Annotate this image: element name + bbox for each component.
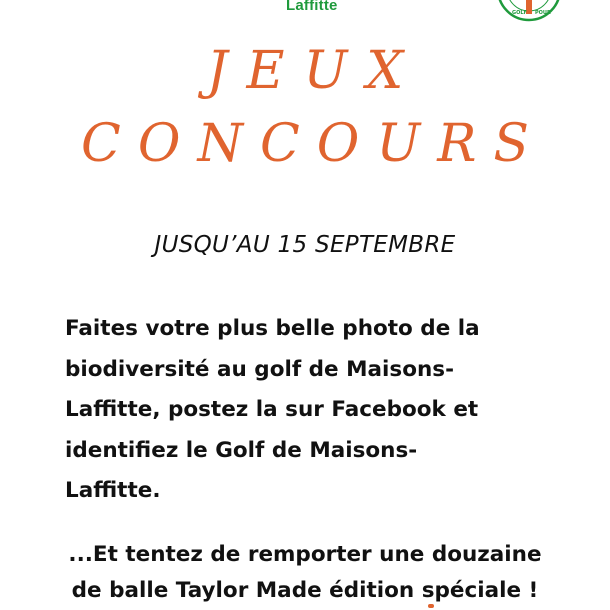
- instructions-line: Faites votre plus belle photo de la: [65, 316, 480, 341]
- deadline-date: JUSQU’AU 15 SEPTEMBRE: [154, 232, 456, 258]
- title-line-jeux: JEUX: [206, 41, 423, 101]
- instructions-line: Laffitte, postez la sur Facebook et: [65, 397, 479, 422]
- club-logo-text: Laffitte: [286, 0, 338, 14]
- prize-line: ...Et tentez de remporter une douzaine: [68, 542, 542, 567]
- seal-text-pour: POUR: [535, 10, 551, 16]
- instructions-line: Laffitte.: [65, 478, 161, 503]
- contest-instructions: [65, 309, 585, 512]
- golf-seal-logo: [496, 0, 562, 22]
- seal-text-golf: GOLF: [512, 10, 527, 16]
- prize-text: [0, 537, 610, 609]
- decorative-mark: [428, 604, 434, 608]
- prize-line: de balle Taylor Made édition spéciale !: [71, 578, 539, 603]
- title-line-concours: CONCOURS: [81, 114, 546, 174]
- instructions-line: identifiez le Golf de Maisons-: [65, 437, 418, 463]
- instructions-line: biodiversité au golf de Maisons-: [65, 356, 454, 382]
